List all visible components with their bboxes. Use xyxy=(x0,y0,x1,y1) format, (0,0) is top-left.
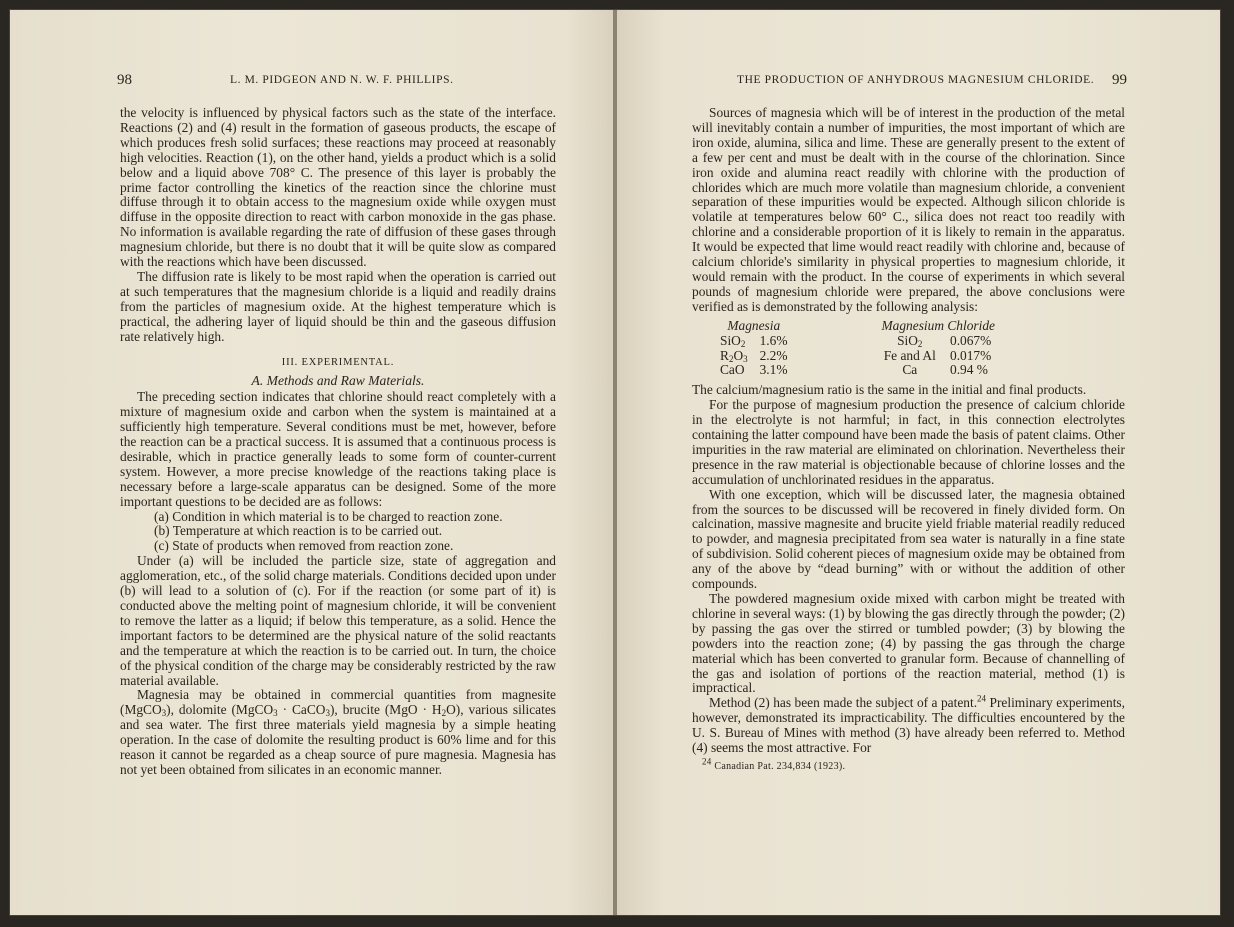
table-row: SiO$_2$ 1.6% SiO$_2$ 0.067% xyxy=(720,332,992,349)
left-page xyxy=(10,10,613,915)
right-page xyxy=(617,10,1220,915)
footnote: $^{24}$ Canadian Pat. 234,834 (1923). xyxy=(702,756,846,772)
paragraph: Sources of magnesia which will be of interest in the production of the metal will inevitably contain a number of impurities, the most important of which are iron oxide, alumina, silica and lime. These are generally present to the extent of a few per cent and must be dealt with in the course of the chlorination. Since iron oxide and alumina react readily with chlorine with the production of chlorides which are much more volatile than magnesium chloride, a convenient separation of these impurities would be expected. Although silicon chloride is volatile at temperatures below 60° C., silica does not react too readily with chlorine and a considerable proportion of it is likely to remain in the apparatus. It would be expected that lime would react readily with chlorine and, because of calcium chloride's similarity in physical properties to magnesium chloride, it would remain with the product. In the course of experiments in which several pounds of magnesium chloride were prepared, the above conclusions were verified as is demonstrated by the following analysis: xyxy=(692,105,1125,314)
paragraph: Under (a) will be included the particle size, state of aggregation and agglomeration, etc., of the solid charge materials. Conditions decided upon under (b) will lead to a solution of (c). For if the reaction (or some part of it) is conducted above the melting point of magnesium chloride, it will be convenient to remove the latter as a liquid; if below this temperature, as a solid. Hence the important factors to be determined are the physical nature of the solid reactants and the temperature at which the reaction is to be carried out. In turn, the choice of the physical condition of the charge may be considerably restricted by the raw material available. xyxy=(120,553,556,688)
paragraph: The preceding section indicates that chlorine should react completely with a mixture of magnesium oxide and carbon when the system is maintained at a sufficiently high temperature. Several conditions must be met, however, before the reaction can be a practical success. It is assumed that a continuous process is desirable, which in practice generally leads to some form of counter-current system. However, a more precise knowledge of the reactions taking place is necessary before a large-scale apparatus can be designed. Some of the more important questions to be decided are as follows: xyxy=(120,389,556,509)
paragraph: The diffusion rate is likely to be most rapid when the operation is carried out at such temperatures that the magnesium chloride is a liquid and readily drains from the particles of magnesium oxide. At the highest temperature which is practical, the adhering layer of liquid should be thin and the gaseous diffusion rate relatively high. xyxy=(120,268,556,344)
paragraph: With one exception, which will be discussed later, the magnesia obtained from the sources to be discussed will be recovered in finely divided form. On calcination, massive magnesite and brucite yield friable material readily reduced to powder, and magnesia precipitated from sea water is naturally in a fine state of subdivision. Solid coherent pieces of magnesium oxide may be obtained from any of the above by “dead burning” with or without the addition of other compounds. xyxy=(692,486,1125,592)
analysis-table xyxy=(714,319,1001,379)
right-page-body xyxy=(692,106,1125,775)
page-number: 98 xyxy=(117,72,132,88)
book-spread xyxy=(10,10,1220,915)
paragraph: Magnesia may be obtained in commercial quantities from magnesite (MgCO$_3$), dolomite (MgCO$_3$ · CaCO$_3$), brucite $(MgO \cdot H_2O)$, various silicates and sea water. The first three materials yield magnesia by a simple heating operation. In the case of dolomite the resulting product is 60% lime and for this reason it cannot be regarded as a cheap source of pure magnesia. Magnesia has not yet been obtained from silicates in an economic manner. xyxy=(120,687,556,777)
condition-item: (b) Temperature at which reaction is to be carried out. xyxy=(154,523,443,539)
left-page-body xyxy=(120,106,556,778)
section-title: III. EXPERIMENTAL. xyxy=(281,356,395,368)
paragraph: The powdered magnesium oxide mixed with carbon might be treated with chlorine in several ways: (1) by blowing the gas directly through the powder; (2) by passing the gas over the stirred or tumbled powder; (3) by blowing the powders into the reaction zone; (4) by passing the gas through the charge material which has been converted to granular form. Because of channelling of the gas and isolation of portions of the reaction material, method (1) is impractical. xyxy=(692,591,1125,696)
table-row: $R_2O_3$ 2.2% Fe and Al 0.017% xyxy=(720,347,992,364)
running-head: THE PRODUCTION OF ANHYDROUS MAGNESIUM CHLORIDE. xyxy=(737,74,1095,86)
paragraph: the velocity is influenced by physical factors such as the state of the interface. Reactions (2) and (4) result in the formation of gaseous products, the escape of which produces fresh solid surfaces; these reactions may proceed at reasonably high velocities. Reaction (1), on the other hand, yields a product which is a solid below and a liquid above 708° C. The presence of this layer is probably the prime factor controlling the kinetics of the reaction since the chlorine must diffuse through it to obtain access to the magnesium oxide while oxygen must diffuse in the opposite direction to react with carbon monoxide in the gas phase. No information is available regarding the rate of diffusion of these gases through magnesium chloride, but there is no doubt that it will be quite slow as compared with the reactions which have been discussed. xyxy=(120,105,556,270)
paragraph: For the purpose of magnesium production the presence of calcium chloride in the electrolyte is not harmful; in fact, in this connection electrolytes containing the latter compound have been made the basis of patent claims. Other impurities in the raw material are eliminated on chlorination. Nevertheless their presence in the raw material is objectionable because of chlorine losses and the accumulation of unchlorinated residues in the apparatus. xyxy=(692,397,1125,487)
paragraph: The calcium/magnesium ratio is the same in the initial and final products. xyxy=(692,382,1087,398)
subsection-title: A. Methods and Raw Materials. xyxy=(251,373,425,389)
condition-item: (a) Condition in which material is to be charged to reaction zone. xyxy=(154,508,503,524)
table-row: CaO 3.1% Ca 0.94 % xyxy=(720,362,988,378)
footnote-reference: 24 xyxy=(977,693,987,704)
table-header: Magnesia xyxy=(727,317,781,333)
condition-item: (c) State of products when removed from reaction zone. xyxy=(154,538,454,554)
table-header: Magnesium Chloride xyxy=(881,317,995,333)
running-head: L. M. PIDGEON AND N. W. F. PHILLIPS. xyxy=(230,74,454,86)
page-number: 99 xyxy=(1112,72,1127,88)
paragraph: Method (2) has been made the subject of a patent.$^{24}$ Preliminary experiments, however, demonstrated its impracticability. The difficulties encountered by the U. S. Bureau of Mines with method (3) have already been referred to. Method (4) seems the most attractive. For xyxy=(692,693,1125,756)
